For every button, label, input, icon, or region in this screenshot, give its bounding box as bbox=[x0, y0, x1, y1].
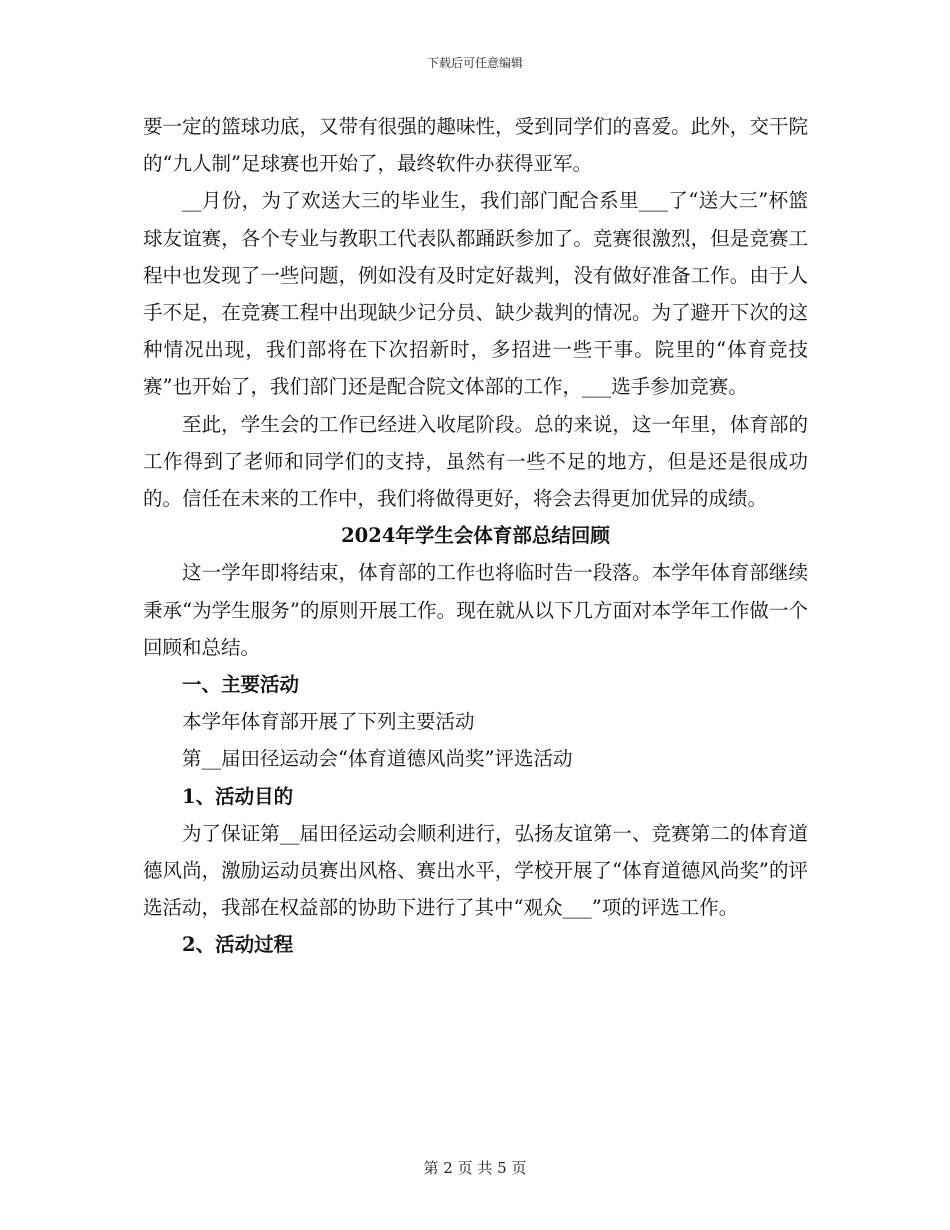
subheading-activity-process: 2、活动过程 bbox=[182, 933, 294, 957]
paragraph-intro: 这一学年即将结束，体育部的工作也将临时告一段落。本学年体育部继续秉承“为学生服务”的原则开展工作。现在就从以下几方面对本学年工作做一个回顾和总结。 bbox=[143, 561, 808, 659]
document-body bbox=[143, 108, 808, 964]
paragraph-farewell-match: __月份，为了欢送大三的毕业生，我们部门配合系里___了“送大三”杯篮球友谊赛，各个专业与教职工代表队都踊跃参加了。竞赛很激烈，但是竞赛工程中也发现了一些问题，例如没有及时定好裁判，没有做好准备工作。由于人手不足，在竞赛工程中出现缺少记分员、缺少裁判的情况。为了避开下次的这种情况出现，我们部将在下次招新时，多招进一些干事。院里的“体育竞技赛”也开始了，我们部门还是配合院文体部的工作，___选手参加竞赛。 bbox=[143, 189, 808, 399]
subheading-activity-purpose: 1、活动目的 bbox=[182, 784, 294, 808]
paragraph-summary: 至此，学生会的工作已经进入收尾阶段。总的来说，这一年里，体育部的工作得到了老师和同学们的支持，虽然有一些不足的地方，但是还是很成功的。信任在未来的工作中，我们将做得更好，将会去得更加优异的成绩。 bbox=[143, 412, 808, 511]
document-title: 2024年学生会体育部总结回顾 bbox=[341, 524, 610, 548]
paragraph-activity-name: 第__届田径运动会“体育道德风尚奖”评选活动 bbox=[182, 747, 573, 771]
section-heading-main-activities: 一、主要活动 bbox=[182, 673, 300, 697]
page-header: 下载后可任意编辑 bbox=[426, 56, 523, 70]
paragraph-activities-lead: 本学年体育部开展了下列主要活动 bbox=[182, 710, 475, 734]
page-number: 第 2 页 共 5 页 bbox=[423, 1159, 527, 1177]
paragraph-purpose: 为了保证第__届田径运动会顺利进行，弘扬友谊第一、竞赛第二的体育道德风尚，激励运动员赛出风格、赛出水平，学校开展了“体育道德风尚奖”的评选活动，我部在权益部的协助下进行了其中“观众___”项的评选工作。 bbox=[143, 821, 808, 920]
paragraph-continuation: 要一定的篮球功底，又带有很强的趣味性，受到同学们的喜爱。此外，交干院的“九人制”足球赛也开始了，最终软件办获得亚军。 bbox=[143, 115, 808, 176]
